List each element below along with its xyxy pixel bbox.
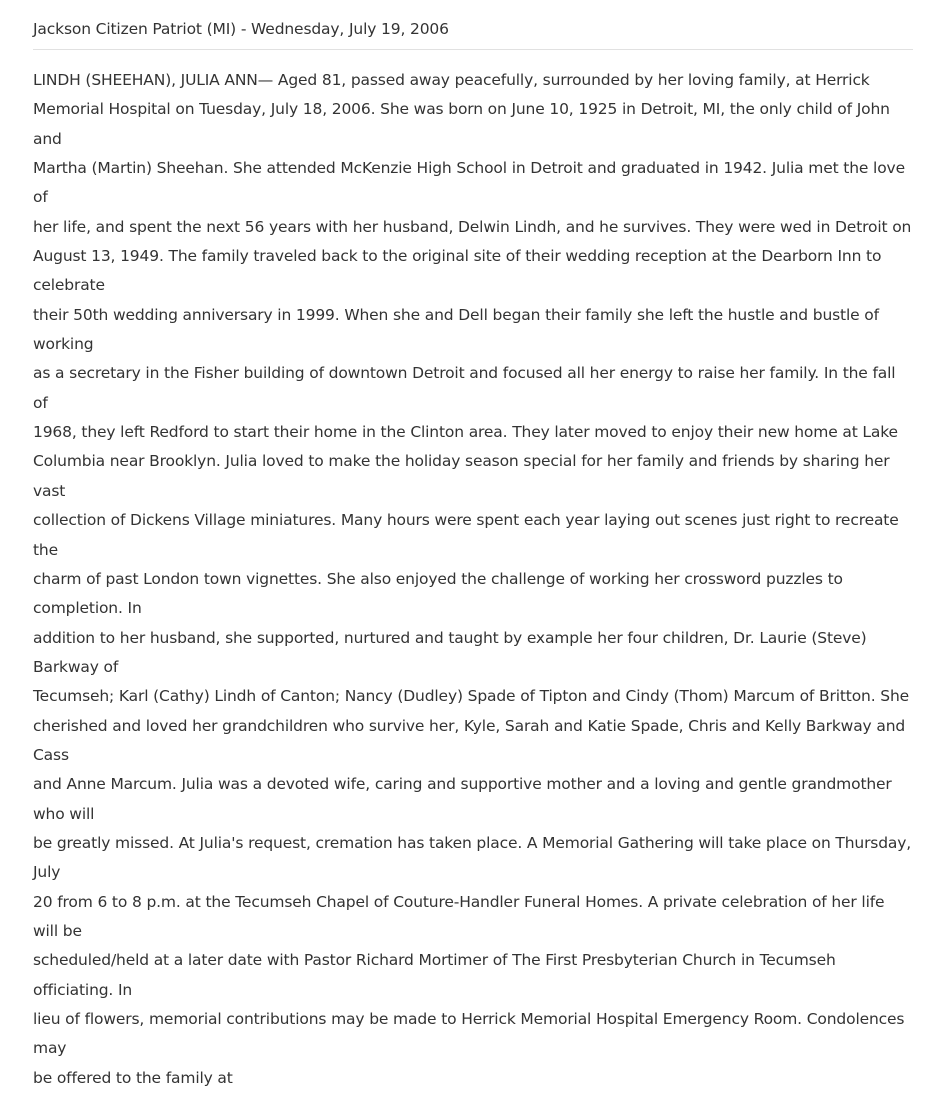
publication-source-line: Jackson Citizen Patriot (MI) - Wednesday, July 19, 2006 [33,20,449,38]
obituary-body-text: LINDH (SHEEHAN), JULIA ANN— Aged 81, passed away peacefully, surrounded by her loving family, at Herrick Memorial Hospital on Tuesday, July 18, 2006. She was born on June 10, 1925 in Detroit, MI, the only child of John and Martha (Martin) Sheehan. She attended McKenzie High School in Detroit and graduated in 1942. Julia met the love of her life, and spent the next 56 years with her husband, Delwin Lindh, and he survives. They were wed in Detroit on August 13, 1949. The family traveled back to the original site of their wedding reception at the Dearborn Inn to celebrate their 50th wedding anniversary in 1999. When she and Dell began their family she left the hustle and bustle of working as a secretary in the Fisher building of downtown Detroit and focused all her energy to raise her family. In the fall of 1968, they left Redford to start their home in the Clinton area. They later moved to enjoy their new home at Lake Columbia near Brooklyn. Julia loved to make the holiday season special for her family and friends by sharing her vast collection of Dickens Village miniatures. Many hours were spent each year laying out scenes just right to recreate the charm of past London town vignettes. She also enjoyed the challenge of working her crossword puzzles to completion. In addition to her husband, she supported, nurtured and taught by example her four children, Dr. Laurie (Steve) Barkway of Tecumseh; Karl (Cathy) Lindh of Canton; Nancy (Dudley) Spade of Tipton and Cindy (Thom) Marcum of Britton. She cherished and loved her grandchildren who survive her, Kyle, Sarah and Katie Spade, Chris and Kelly Barkway and Cass and Anne Marcum. Julia was a devoted wife, caring and supportive mother and a loving and gentle grandmother who will be greatly missed. At Julia's request, cremation has taken place. A Memorial Gathering will take place on Thursday, July 20 from 6 to 8 p.m. at the Tecumseh Chapel of Couture-Handler Funeral Homes. A private celebration of her life will be scheduled/held at a later date with Pastor Richard Mortimer of The First Presbyterian Church in Tecumseh officiating. In lieu of flowers, memorial contributions may be made to Herrick Memorial Hospital Emergency Room. Condolences may be offered to the family at [33,71,912,1087]
header-divider [33,49,913,50]
